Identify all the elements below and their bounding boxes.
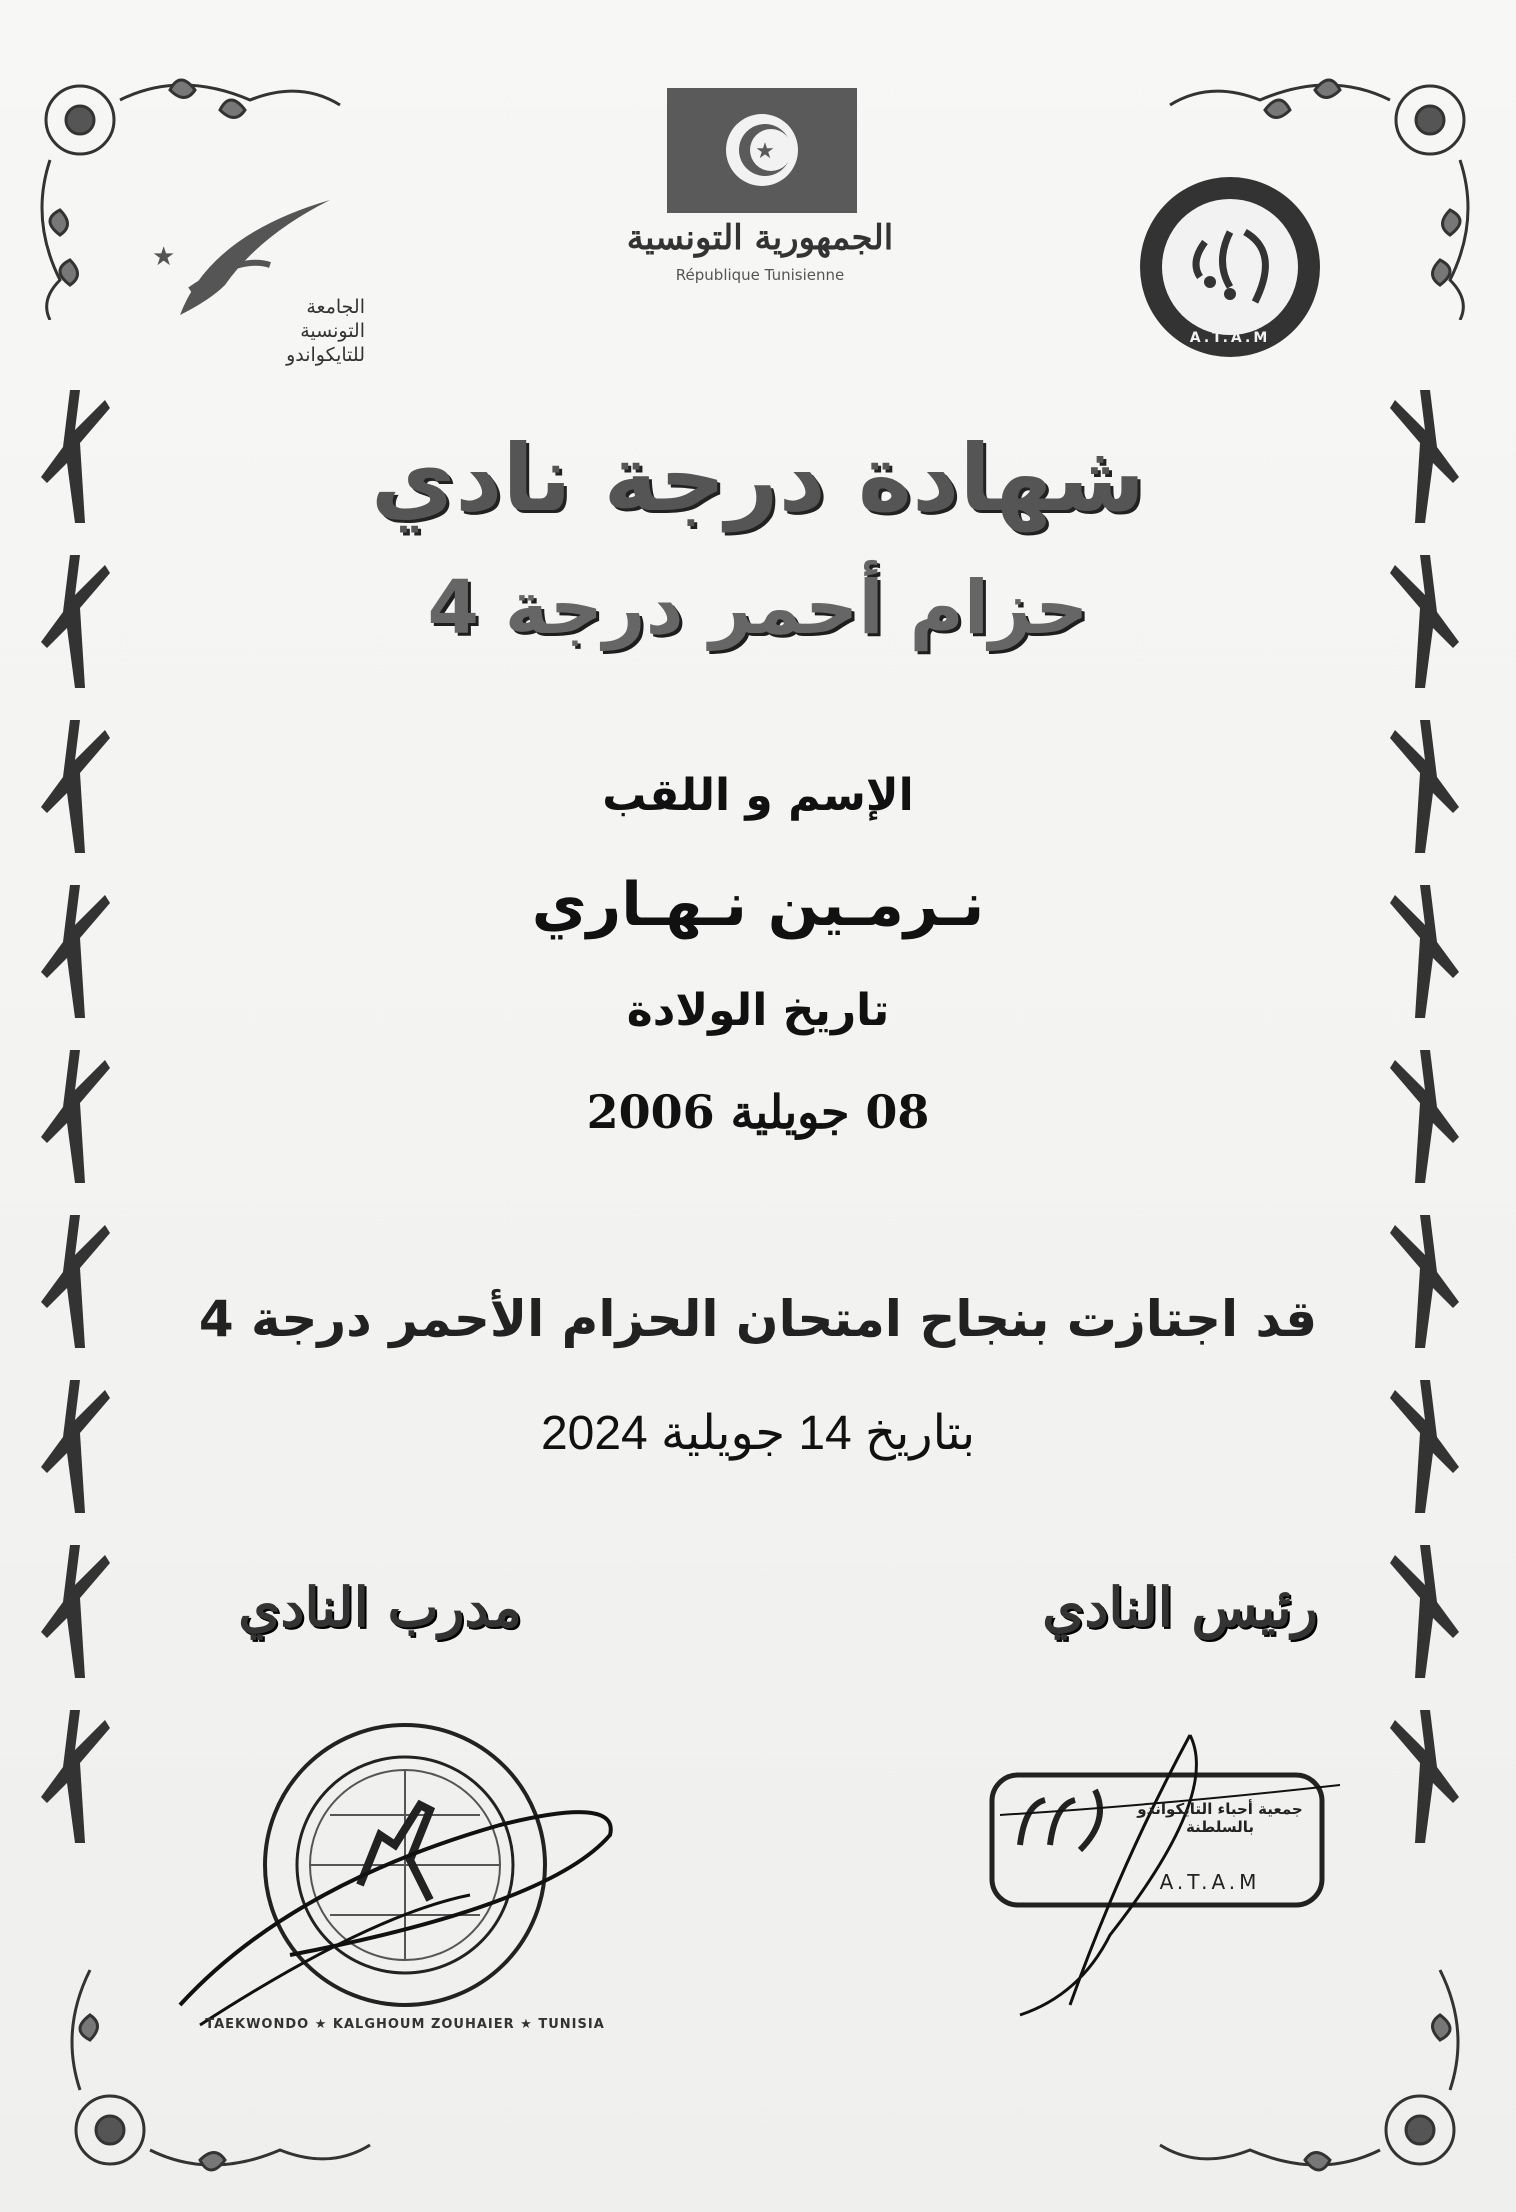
svg-text:★: ★ <box>152 242 176 272</box>
kicking-figure-icon <box>1380 1700 1470 1850</box>
name-value: نـرمـين نـهـاري <box>531 870 985 940</box>
federation-name-line-2: التونسية <box>300 320 365 342</box>
kicking-figure-icon <box>30 1700 120 1850</box>
republic-name-french: République Tunisienne <box>675 266 845 284</box>
kicking-figure-icon <box>30 1535 120 1685</box>
birth-date-value: 08 جويلية 2006 <box>586 1085 930 1139</box>
president-stamp <box>960 1715 1360 2025</box>
president-stamp-letters: A.T.A.M <box>1159 1870 1261 1894</box>
republic-name-arabic: الجمهورية التونسية <box>626 218 894 258</box>
coach-stamp <box>170 1705 640 2035</box>
president-signature-label: رئيس النادي <box>1042 1575 1318 1639</box>
svg-text:★: ★ <box>755 139 775 164</box>
president-stamp-text: جمعية أحباء التايكواندو بالسلطنة <box>1137 1800 1303 1836</box>
federation-logo <box>140 195 370 385</box>
certificate-title: شهادة درجة نادي <box>370 425 1146 532</box>
coach-stamp-icon <box>170 1705 640 2035</box>
federation-name-line-3: للتايكواندو <box>286 344 365 366</box>
club-seal-letters: A.T.A.M <box>1189 330 1271 346</box>
name-label: الإسم و اللقب <box>602 770 914 821</box>
tunisia-flag-icon <box>667 88 857 213</box>
club-seal <box>1135 172 1325 362</box>
coach-signature-label: مدرب النادي <box>238 1575 522 1639</box>
exam-date: بتاريخ 14 جويلية 2024 <box>540 1407 976 1460</box>
certificate-subtitle: حزام أحمر درجة 4 <box>427 565 1089 651</box>
passed-statement: قد اجتازت بنجاح امتحان الحزام الأحمر درجة 4 <box>198 1290 1318 1348</box>
federation-name-line-1: الجامعة <box>306 296 365 318</box>
republic-emblem <box>620 88 900 298</box>
kicking-figure-icon <box>1380 1535 1470 1685</box>
birth-date-label: تاريخ الولادة <box>626 985 890 1036</box>
coach-stamp-text: TAEKWONDO ★ KALGHOUM ZOUHAIER ★ TUNISIA <box>205 2017 605 2032</box>
